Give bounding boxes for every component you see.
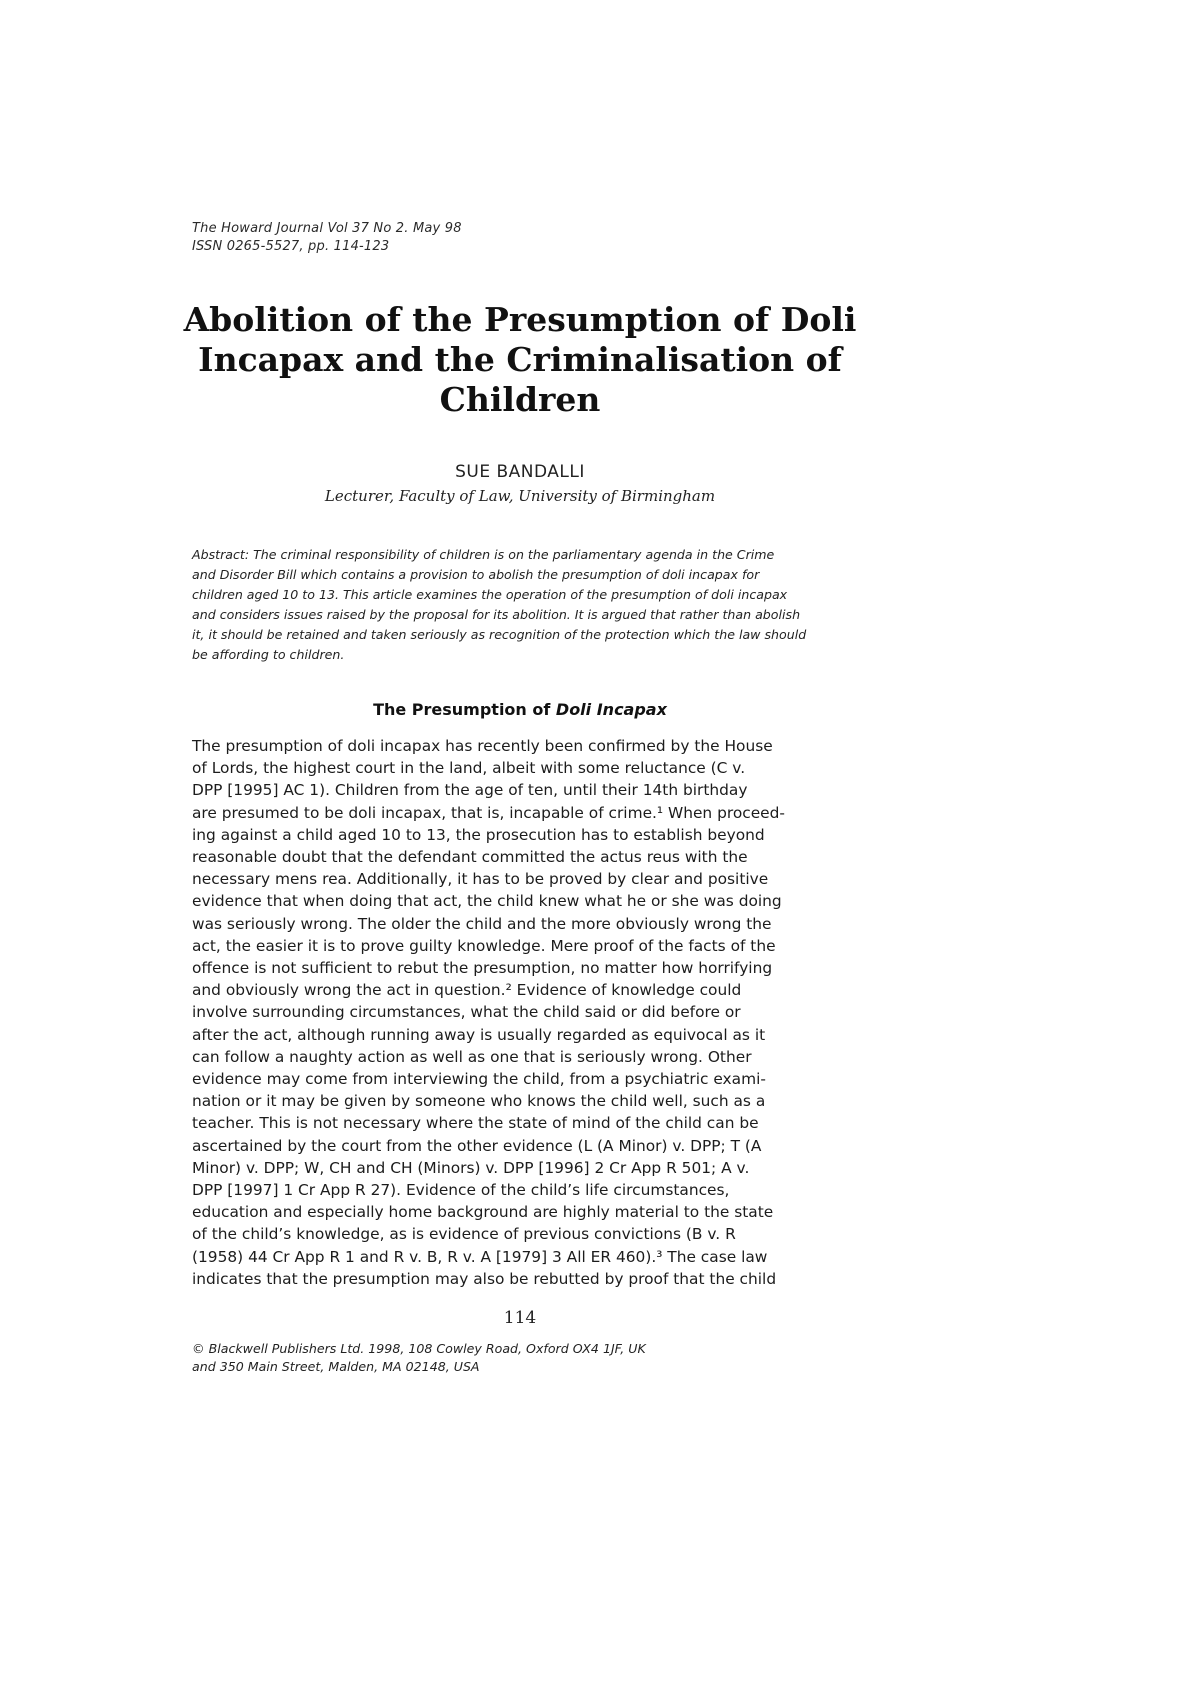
abstract-line: Abstract: The criminal responsibility of children is on the parliamentary agenda in the Crime <box>192 547 775 562</box>
title-line-3: Children <box>439 380 601 419</box>
journal-issn-line: ISSN 0265-5527, pp. 114-123 <box>192 239 390 254</box>
body-line: indicates that the presumption may also be rebutted by proof that the child <box>192 1269 777 1288</box>
body-line: reasonable doubt that the defendant committed the actus reus with the <box>192 848 748 867</box>
abstract-line: it, it should be retained and taken seriously as recognition of the protection which the law should <box>192 627 807 642</box>
abstract-line: children aged 10 to 13. This article examines the operation of the presumption of doli incapax <box>192 587 788 602</box>
body-line: teacher. This is not necessary where the state of mind of the child can be <box>192 1114 759 1133</box>
copyright-notice <box>192 1340 646 1376</box>
abstract-line: and Disorder Bill which contains a provision to abolish the presumption of doli incapax for <box>192 567 760 582</box>
journal-volume-line: The Howard Journal Vol 37 No 2. May 98 <box>192 221 462 236</box>
body-line: Minor) v. DPP; W, CH and CH (Minors) v. DPP [1996] 2 Cr App R 501; A v. <box>192 1158 750 1177</box>
body-line: and obviously wrong the act in question.² Evidence of knowledge could <box>192 981 742 1000</box>
article-title <box>180 300 860 420</box>
body-line: after the act, although running away is usually regarded as equivocal as it <box>192 1025 766 1044</box>
abstract <box>192 545 832 665</box>
body-line: evidence that when doing that act, the child knew what he or she was doing <box>192 892 782 911</box>
body-line: DPP [1997] 1 Cr App R 27). Evidence of the child’s life circumstances, <box>192 1181 730 1200</box>
section-heading-italic: Doli Incapax <box>555 700 667 719</box>
journal-citation <box>192 220 462 256</box>
author-name: SUE BANDALLI <box>455 462 585 482</box>
body-line: The presumption of doli incapax has recently been confirmed by the House <box>192 737 773 755</box>
section-heading <box>180 700 860 719</box>
page-number: 114 <box>503 1308 537 1328</box>
body-line: ing against a child aged 10 to 13, the prosecution has to establish beyond <box>192 825 765 844</box>
body-line: ascertained by the court from the other evidence (L (A Minor) v. DPP; T (A <box>192 1136 762 1155</box>
body-line: can follow a naughty action as well as one that is seriously wrong. Other <box>192 1047 752 1066</box>
copyright-line-2: and 350 Main Street, Malden, MA 02148, USA <box>192 1359 480 1374</box>
body-line: education and especially home background are highly material to the state <box>192 1203 774 1222</box>
body-line: are presumed to be doli incapax, that is, incapable of crime.¹ When proceed- <box>192 803 785 822</box>
title-line-2: Incapax and the Criminalisation of <box>198 340 842 379</box>
section-heading-text: The Presumption of <box>373 700 556 719</box>
body-line: was seriously wrong. The older the child and the more obviously wrong the <box>192 914 772 933</box>
title-line-1: Abolition of the Presumption of Doli <box>183 300 857 339</box>
body-line: DPP [1995] AC 1). Children from the age of ten, until their 14th birthday <box>192 781 748 800</box>
body-paragraph <box>192 735 832 1290</box>
body-line: necessary mens rea. Additionally, it has to be proved by clear and positive <box>192 870 769 889</box>
body-line: of Lords, the highest court in the land, albeit with some reluctance (C v. <box>192 759 746 778</box>
body-line: of the child’s knowledge, as is evidence of previous convictions (B v. R <box>192 1225 736 1244</box>
body-line: (1958) 44 Cr App R 1 and R v. B, R v. A [1979] 3 All ER 460).³ The case law <box>192 1247 768 1266</box>
body-line: act, the easier it is to prove guilty knowledge. Mere proof of the facts of the <box>192 936 776 955</box>
abstract-line: be affording to children. <box>192 647 345 662</box>
body-line: evidence may come from interviewing the child, from a psychiatric exami- <box>192 1070 766 1089</box>
author-affiliation: Lecturer, Faculty of Law, University of Birmingham <box>324 487 716 505</box>
body-line: offence is not sufficient to rebut the presumption, no matter how horrifying <box>192 959 773 978</box>
copyright-line-1: © Blackwell Publishers Ltd. 1998, 108 Cowley Road, Oxford OX4 1JF, UK <box>192 1341 646 1356</box>
abstract-line: and considers issues raised by the proposal for its abolition. It is argued that rather than abolish <box>192 607 801 622</box>
body-line: involve surrounding circumstances, what the child said or did before or <box>192 1003 741 1022</box>
body-line: nation or it may be given by someone who knows the child well, such as a <box>192 1092 766 1111</box>
